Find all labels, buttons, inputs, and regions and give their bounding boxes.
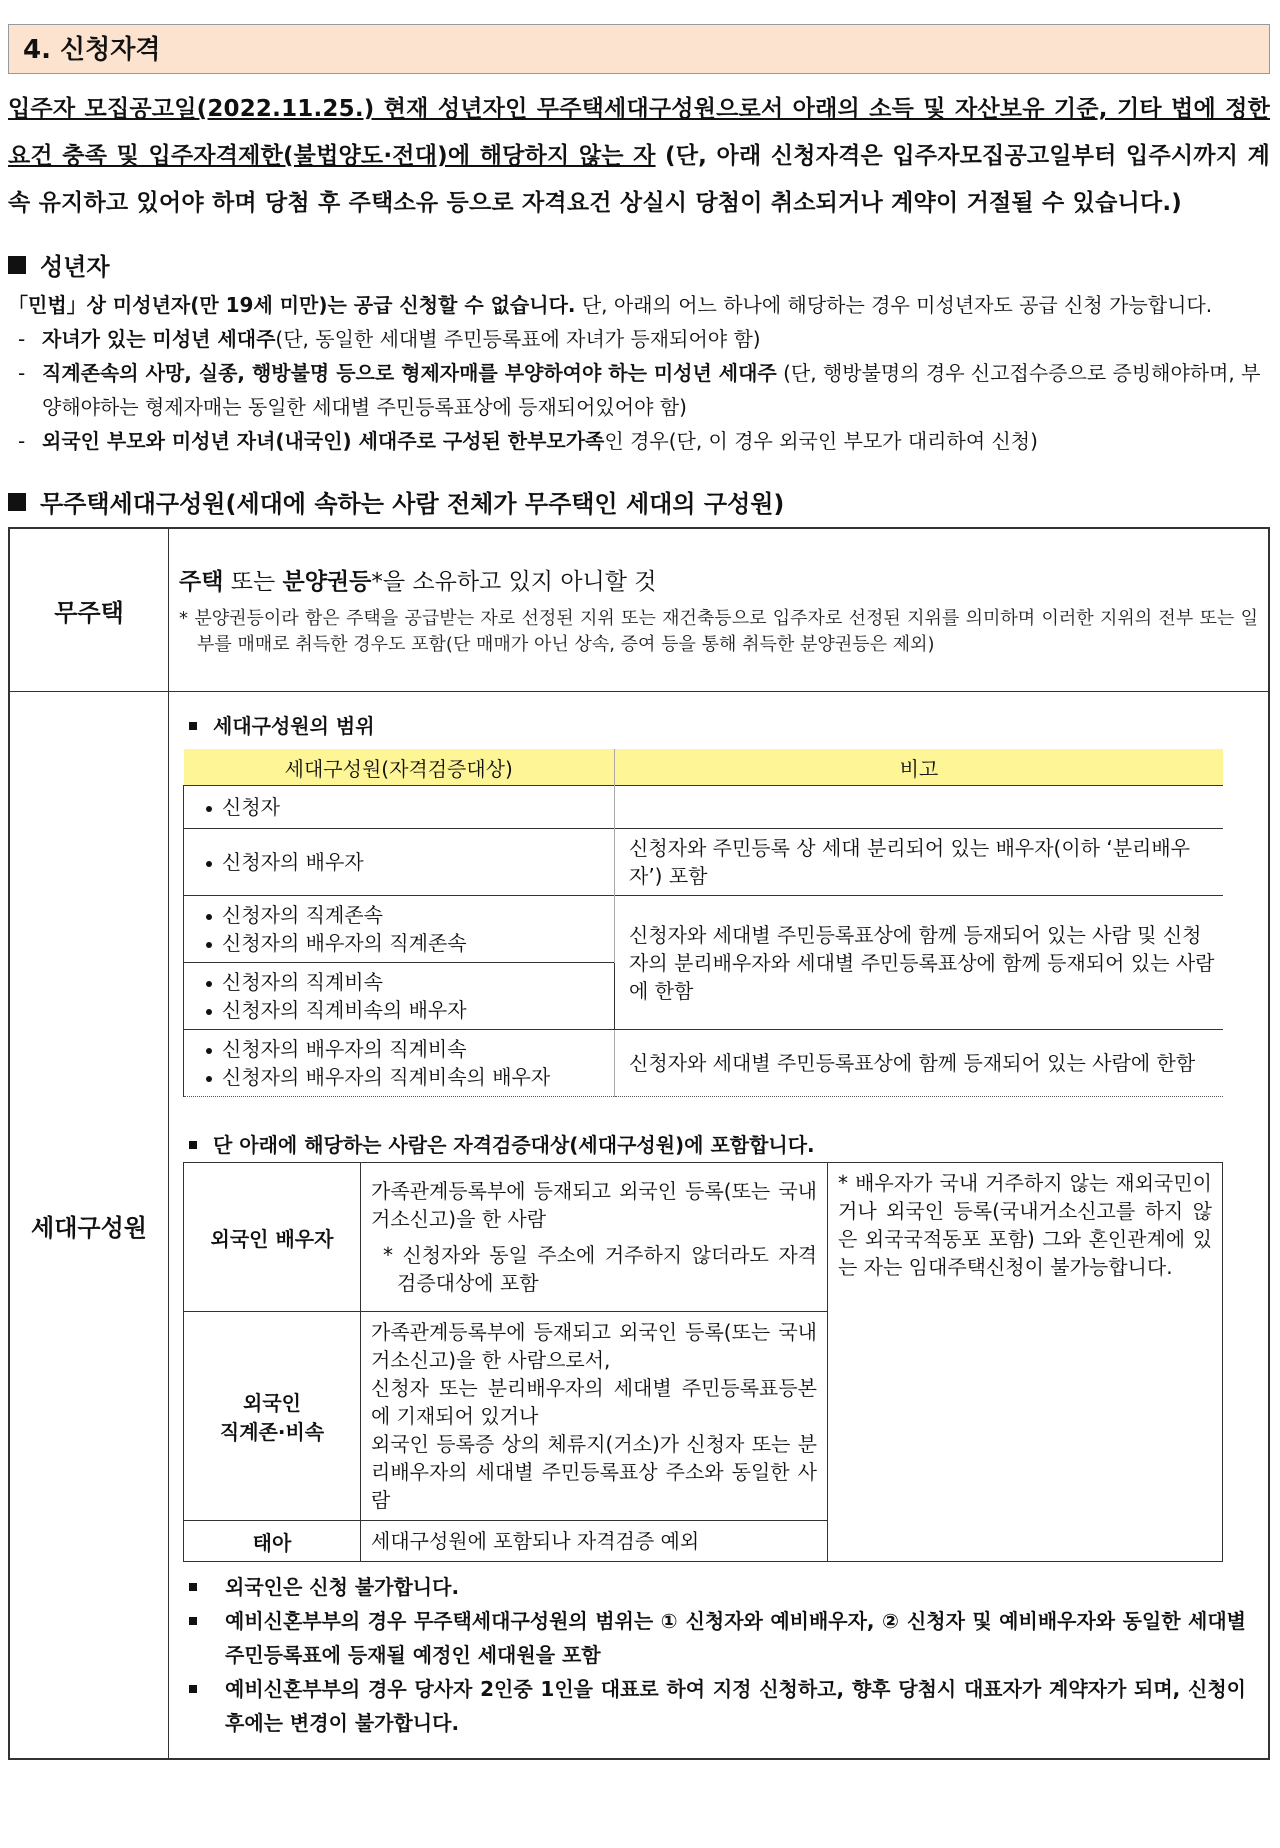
include-side-note: * 배우자가 국내 거주하지 않는 재외국민이거나 외국인 등록(국내거소신고를 하지 않은 외국국적동포 포함) 그와 혼인관계에 있는 자는 임대주택신청이 불가능합니다. bbox=[828, 1163, 1223, 1562]
document-page bbox=[8, 24, 1270, 1760]
list-item-text: 예비신혼부부의 경우 당사자 2인중 1인을 대표로 하여 지정 신청하고, 향후 당첨시 대표자가 계약자가 되며, 신청이후에는 변경이 불가합니다. bbox=[225, 1677, 1246, 1735]
dot-icon bbox=[206, 1009, 212, 1015]
member-text: 신청자의 배우자의 직계비속의 배우자 bbox=[222, 1065, 551, 1089]
adult-item bbox=[8, 356, 1270, 424]
household-heading-text: 무주택세대구성원(세대에 속하는 사람 전체가 무주택인 세대의 구성원) bbox=[40, 490, 785, 518]
include-label-line: 외국인 bbox=[243, 1391, 301, 1415]
table-row bbox=[184, 896, 1224, 963]
scope-table bbox=[183, 749, 1223, 1097]
small-square-icon bbox=[189, 1685, 197, 1693]
no-house-main-text: *을 소유하고 있지 아니할 것 bbox=[371, 568, 657, 595]
note-cell: 신청자와 세대별 주민등록표상에 함께 등재되어 있는 사람에 한함 bbox=[615, 1030, 1224, 1097]
member-text: 신청자의 배우자의 직계존속 bbox=[222, 931, 467, 955]
include-desc bbox=[361, 1163, 828, 1312]
eligibility-table bbox=[8, 527, 1270, 1760]
members-row bbox=[9, 692, 1269, 1760]
members-label: 세대구성원 bbox=[9, 692, 169, 1760]
dash-icon: - bbox=[18, 361, 26, 385]
small-square-icon bbox=[189, 1617, 197, 1625]
adult-body bbox=[8, 288, 1270, 458]
dash-icon: - bbox=[18, 429, 26, 453]
household-heading bbox=[8, 484, 1270, 519]
adult-paragraph bbox=[8, 288, 1270, 322]
list-item-text: 외국인은 신청 불가합니다. bbox=[225, 1575, 460, 1599]
include-desc-note: * 신청자와 동일 주소에 거주하지 않더라도 자격검증대상에 포함 bbox=[383, 1243, 817, 1295]
square-bullet-icon bbox=[8, 493, 26, 511]
member-cell bbox=[184, 963, 615, 1030]
intro-rest: (단, 아래 신청자격은 입주자모집공고일부터 입주시까지 계속 유지하고 있어야 하며 당첨 후 주택소유 등으로 자격요건 상실시 당첨이 취소되거나 계약이 거절될 수 있습니다.) bbox=[8, 143, 1270, 216]
member-text: 신청자 bbox=[222, 795, 280, 819]
adult-item-rest: 인 경우(단, 이 경우 외국인 부모가 대리하여 신청) bbox=[604, 429, 1038, 453]
adult-heading-text: 성년자 bbox=[40, 253, 110, 281]
small-square-icon bbox=[189, 1583, 197, 1591]
include-desc: 가족관계등록부에 등재되고 외국인 등록(또는 국내거소신고)을 한 사람으로서, 신청자 또는 분리배우자의 세대별 주민등록표등본에 기재되어 있거나 외국인 등록증 상의 체류지(거소)가 신청자 또는 분리배우자의 세대별 주민등록표상 주소와 동일한 사람 bbox=[361, 1312, 828, 1521]
member-text: 신청자의 직계비속의 배우자 bbox=[222, 998, 467, 1022]
include-label bbox=[184, 1312, 361, 1521]
note-cell: 신청자와 주민등록 상 세대 분리되어 있는 배우자(이하 ‘분리배우자’) 포함 bbox=[615, 829, 1224, 896]
no-house-main-bold: 주택 bbox=[179, 568, 224, 595]
scope-header-note: 비고 bbox=[615, 749, 1224, 786]
small-square-icon bbox=[189, 722, 197, 730]
adult-item bbox=[8, 424, 1270, 458]
include-label-line: 직계존·비속 bbox=[219, 1420, 325, 1444]
note-cell bbox=[615, 786, 1224, 829]
dot-icon bbox=[206, 914, 212, 920]
dot-icon bbox=[206, 1076, 212, 1082]
adult-para-rest: 단, 아래의 어느 하나에 해당하는 경우 미성년자도 공급 신청 가능합니다. bbox=[575, 293, 1213, 317]
member-cell bbox=[184, 896, 615, 963]
dot-icon bbox=[206, 942, 212, 948]
no-house-main bbox=[179, 563, 1258, 596]
list-item-text: 예비신혼부부의 경우 무주택세대구성원의 범위는 ① 신청자와 예비배우자, ② 신청자 및 예비배우자와 동일한 세대별 주민등록표에 등재될 예정인 세대원을 포함 bbox=[225, 1609, 1246, 1667]
member-text: 신청자의 배우자 bbox=[222, 850, 364, 874]
intro-underlined: 입주자 모집공고일(2022.11.25.) 현재 성년자인 무주택세대구성원으로서 아래의 소득 및 자산보유 기준, 기타 법에 정한 요건 충족 및 입주자격제한(불법양도·전대)에 해당하지 않는 자 bbox=[8, 96, 1270, 169]
include-table bbox=[183, 1162, 1223, 1562]
final-list bbox=[183, 1570, 1246, 1740]
table-row bbox=[184, 1163, 1223, 1312]
no-house-note: * 분양권등이라 함은 주택을 공급받는 자로 선정된 지위 또는 재건축등으로 입주자로 선정된 지위를 의미하며 이러한 지위의 전부 또는 일부를 매매로 취득한 경우도 포함(단 매매가 아닌 상속, 증여 등을 통해 취득한 분양권등은 제외) bbox=[179, 607, 1258, 655]
section-title: 4. 신청자격 bbox=[8, 24, 1270, 74]
dot-icon bbox=[206, 981, 212, 987]
include-desc-text: 가족관계등록부에 등재되고 외국인 등록(또는 국내거소신고)을 한 사람 bbox=[371, 1179, 817, 1231]
intro-paragraph bbox=[8, 86, 1270, 227]
no-house-main-text: 또는 bbox=[223, 568, 283, 595]
adult-item-bold: 직계존속의 사망, 실종, 행방불명 등으로 형제자매를 부양하여야 하는 미성년 세대주 bbox=[42, 361, 777, 385]
include-label: 외국인 배우자 bbox=[184, 1163, 361, 1312]
small-square-icon bbox=[189, 1141, 197, 1149]
member-cell bbox=[184, 1030, 615, 1097]
include-heading-text: 단 아래에 해당하는 사람은 자격검증대상(세대구성원)에 포함합니다. bbox=[213, 1133, 815, 1157]
table-row bbox=[184, 786, 1224, 829]
no-house-content bbox=[169, 528, 1270, 692]
dot-icon bbox=[206, 1048, 212, 1054]
include-heading bbox=[183, 1129, 1246, 1158]
member-cell bbox=[184, 786, 615, 829]
table-row bbox=[184, 1030, 1224, 1097]
adult-item bbox=[8, 322, 1270, 356]
dot-icon bbox=[206, 861, 212, 867]
scope-heading-text: 세대구성원의 범위 bbox=[213, 714, 375, 738]
scope-header-member: 세대구성원(자격검증대상) bbox=[184, 749, 615, 786]
no-house-label: 무주택 bbox=[9, 528, 169, 692]
table-row bbox=[184, 829, 1224, 896]
no-house-main-bold: 분양권등 bbox=[282, 568, 372, 595]
member-text: 신청자의 직계존속 bbox=[222, 903, 383, 927]
no-house-row bbox=[9, 528, 1269, 692]
member-text: 신청자의 배우자의 직계비속 bbox=[222, 1037, 467, 1061]
members-content bbox=[169, 692, 1270, 1760]
member-text: 신청자의 직계비속 bbox=[222, 970, 383, 994]
member-cell bbox=[184, 829, 615, 896]
adult-item-rest: (단, 행방불명의 경우 신고접수증으로 증빙해야하며, 부양해야하는 형제자매는 동일한 세대별 주민등록표상에 등재되어있어야 함) bbox=[42, 361, 1261, 419]
adult-item-rest: (단, 동일한 세대별 주민등록표에 자녀가 등재되어야 함) bbox=[275, 327, 761, 351]
list-item bbox=[183, 1604, 1246, 1672]
adult-heading bbox=[8, 247, 1270, 282]
adult-item-bold: 자녀가 있는 미성년 세대주 bbox=[42, 327, 276, 351]
include-desc: 세대구성원에 포함되나 자격검증 예외 bbox=[361, 1521, 828, 1562]
adult-item-bold: 외국인 부모와 미성년 자녀(내국인) 세대주로 구성된 한부모가족 bbox=[42, 429, 605, 453]
adult-para-bold: 「민법」상 미성년자(만 19세 미만)는 공급 신청할 수 없습니다. bbox=[8, 293, 576, 317]
list-item bbox=[183, 1570, 1246, 1604]
dash-icon: - bbox=[18, 327, 26, 351]
note-cell-merged: 신청자와 세대별 주민등록표상에 함께 등재되어 있는 사람 및 신청자의 분리배우자와 세대별 주민등록표상에 함께 등재되어 있는 사람에 한함 bbox=[615, 896, 1224, 1030]
list-item bbox=[183, 1672, 1246, 1740]
square-bullet-icon bbox=[8, 256, 26, 274]
scope-heading bbox=[183, 710, 1246, 739]
include-label: 태아 bbox=[184, 1521, 361, 1562]
dot-icon bbox=[206, 806, 212, 812]
